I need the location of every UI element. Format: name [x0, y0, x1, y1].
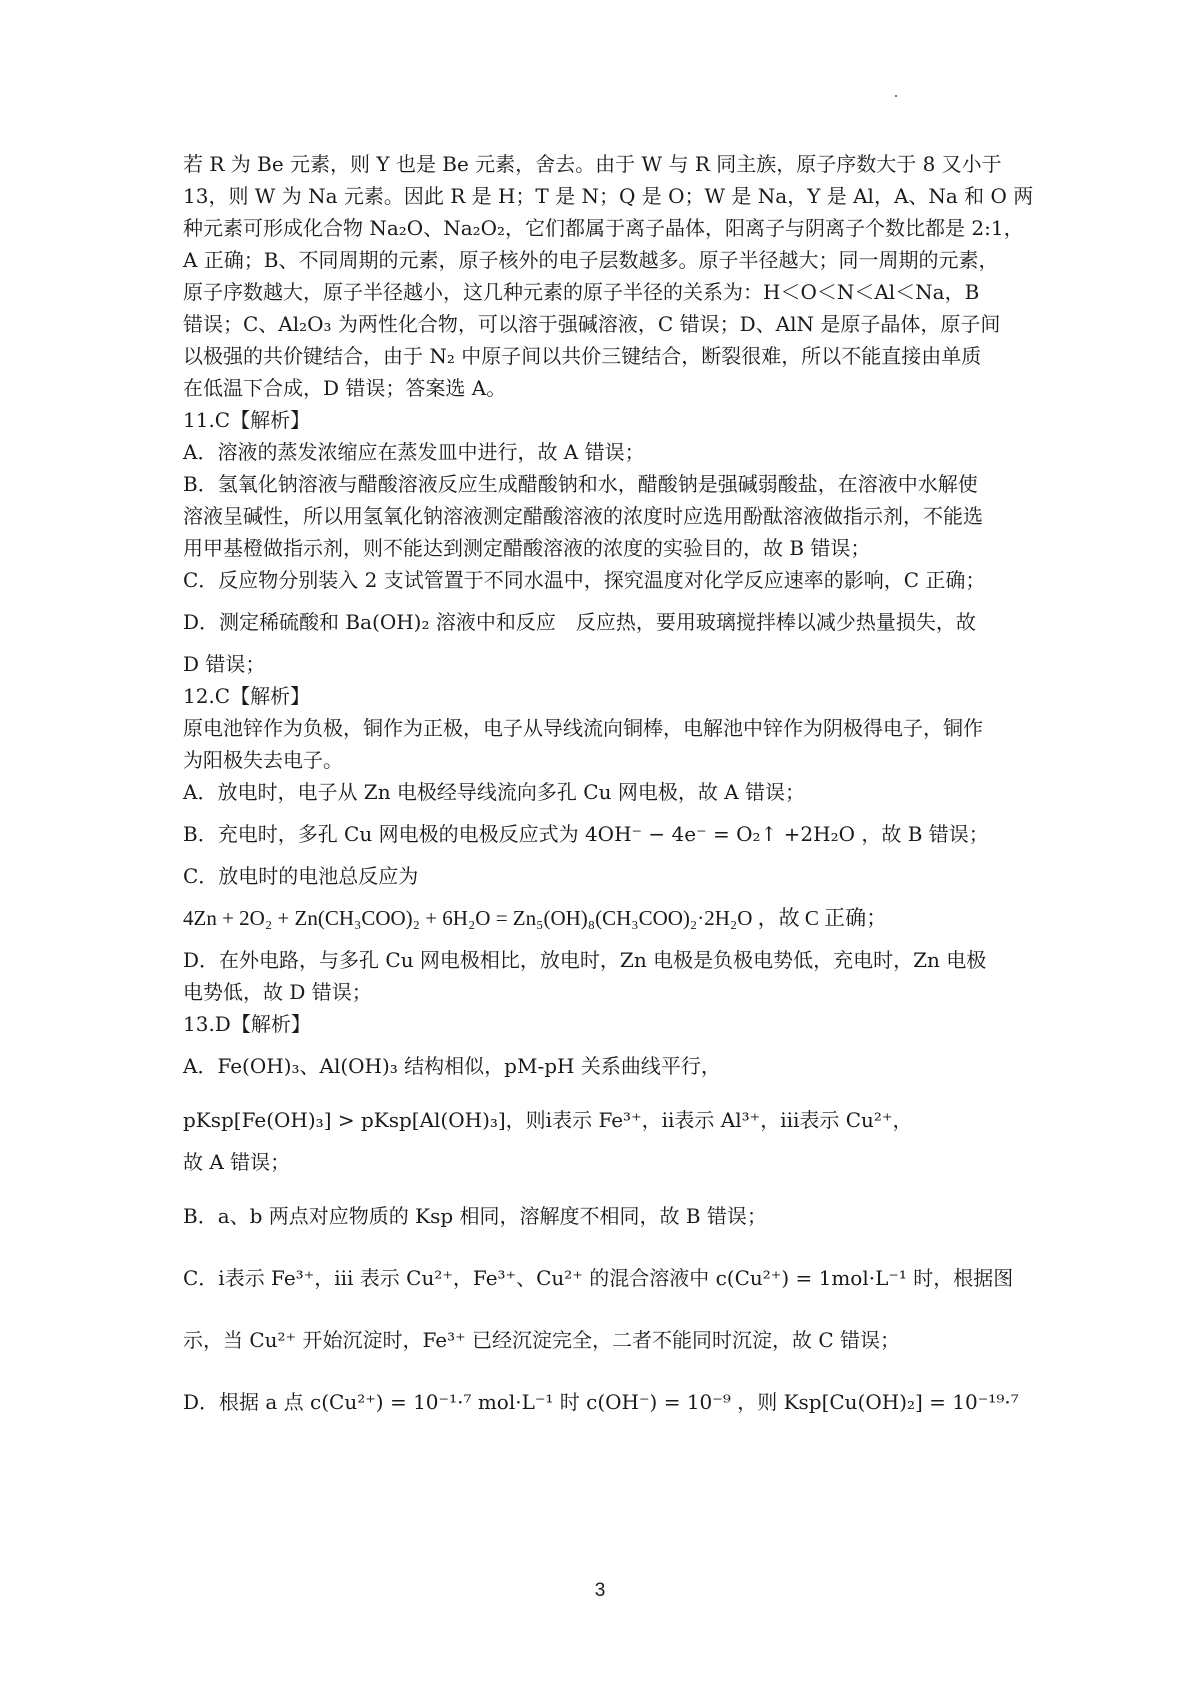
- text-line: 故 A 错误；: [183, 1150, 291, 1174]
- text-line: A．Fe(OH)₃、Al(OH)₃ 结构相似，pM-pH 关系曲线平行，: [183, 1054, 721, 1078]
- text-line: 为阳极失去电子。: [183, 748, 343, 772]
- text-line: 示，当 Cu²⁺ 开始沉淀时，Fe³⁺ 已经沉淀完全，二者不能同时沉淀，故 C 错误；: [183, 1328, 901, 1352]
- text-line: 用甲基橙做指示剂，则不能达到测定醋酸溶液的浓度的实验目的，故 B 错误；: [183, 536, 871, 560]
- text-line: 电势低，故 D 错误；: [183, 980, 372, 1004]
- section-heading-12: 12.C【解析】: [183, 684, 311, 708]
- text-line: D．根据 a 点 c(Cu²⁺) = 10⁻¹·⁷ mol·L⁻¹ 时 c(OH⁻) = 10⁻⁹ ，则 Ksp[Cu(OH)₂] = 10⁻¹⁹·⁷: [183, 1390, 1019, 1414]
- text-line: A．溶液的蒸发浓缩应在蒸发皿中进行，故 A 错误；: [183, 440, 645, 464]
- text-line: B．充电时，多孔 Cu 网电极的电极反应式为 4OH⁻ − 4e⁻ = O₂↑ +2H₂O ，故 B 错误；: [183, 822, 989, 846]
- text-line: 13，则 W 为 Na 元素。因此 R 是 H；T 是 N；Q 是 O；W 是 Na，Y 是 Al，A、Na 和 O 两: [183, 184, 1034, 208]
- page-number: 3: [594, 1580, 606, 1601]
- text-line: 以极强的共价键结合，由于 N₂ 中原子间以共价三键结合，断裂很难，所以不能直接由单质: [183, 344, 982, 368]
- text-line: A．放电时，电子从 Zn 电极经导线流向多孔 Cu 网电极，故 A 错误；: [183, 780, 805, 804]
- document-body: [183, 148, 1034, 1418]
- text-line: C．反应物分别装入 2 支试管置于不同水温中，探究温度对化学反应速率的影响，C 正确；: [183, 568, 986, 592]
- section-heading-13: 13.D【解析】: [183, 1012, 311, 1036]
- text-line: D．在外电路，与多孔 Cu 网电极相比，放电时，Zn 电极是负极电势低，充电时，Zn 电极: [183, 948, 987, 972]
- scan-speck: [895, 95, 897, 97]
- text-line: D 错误；: [183, 652, 266, 676]
- text-line: 若 R 为 Be 元素，则 Y 也是 Be 元素，舍去。由于 W 与 R 同主族，原子序数大于 8 又小于: [183, 152, 1002, 176]
- text-line: pKsp[Fe(OH)₃] > pKsp[Al(OH)₃]，则ⅰ表示 Fe³⁺，ⅱ表示 Al³⁺，ⅲ表示 Cu²⁺，: [183, 1108, 913, 1132]
- text-line: A 正确；B、不同周期的元素，原子核外的电子层数越多。原子半径越大；同一周期的元素，: [183, 248, 999, 272]
- text-line: 种元素可形成化合物 Na₂O、Na₂O₂，它们都属于离子晶体，阳离子与阴离子个数比都是 2:1，: [183, 216, 1024, 240]
- text-line: B．a、b 两点对应物质的 Ksp 相同，溶解度不相同，故 B 错误；: [183, 1204, 767, 1228]
- text-line: C．放电时的电池总反应为: [183, 864, 419, 888]
- equation-line: 4Zn + 2O₂ + Zn(CH₃COO)₂ + 6H₂O = Zn₅(OH)₈(CH₃COO)₂·2H₂O ，故 C 正确；: [183, 906, 888, 930]
- text-line: C．ⅰ表示 Fe³⁺，iii 表示 Cu²⁺，Fe³⁺、Cu²⁺ 的混合溶液中 c(Cu²⁺) = 1mol·L⁻¹ 时，根据图: [183, 1266, 1014, 1290]
- text-line: B．氢氧化钠溶液与醋酸溶液反应生成醋酸钠和水，醋酸钠是强碱弱酸盐，在溶液中水解使: [183, 472, 978, 496]
- text-line: 在低温下合成，D 错误；答案选 A。: [183, 376, 507, 400]
- text-line: 原电池锌作为负极，铜作为正极，电子从导线流向铜棒，电解池中锌作为阴极得电子，铜作: [183, 716, 983, 740]
- text-line: D．测定稀硫酸和 Ba(OH)₂ 溶液中和反应 反应热，要用玻璃搅拌棒以减少热量损失，故: [183, 610, 976, 634]
- section-heading-11: 11.C【解析】: [183, 408, 311, 432]
- text-line: 溶液呈碱性，所以用氢氧化钠溶液测定醋酸溶液的浓度时应选用酚酞溶液做指示剂，不能选: [183, 504, 983, 528]
- text-line: 错误；C、Al₂O₃ 为两性化合物，可以溶于强碱溶液，C 错误；D、AlN 是原子晶体，原子间: [183, 312, 1001, 336]
- text-line: 原子序数越大，原子半径越小，这几种元素的原子半径的关系为：H＜O＜N＜Al＜Na，B: [183, 280, 980, 304]
